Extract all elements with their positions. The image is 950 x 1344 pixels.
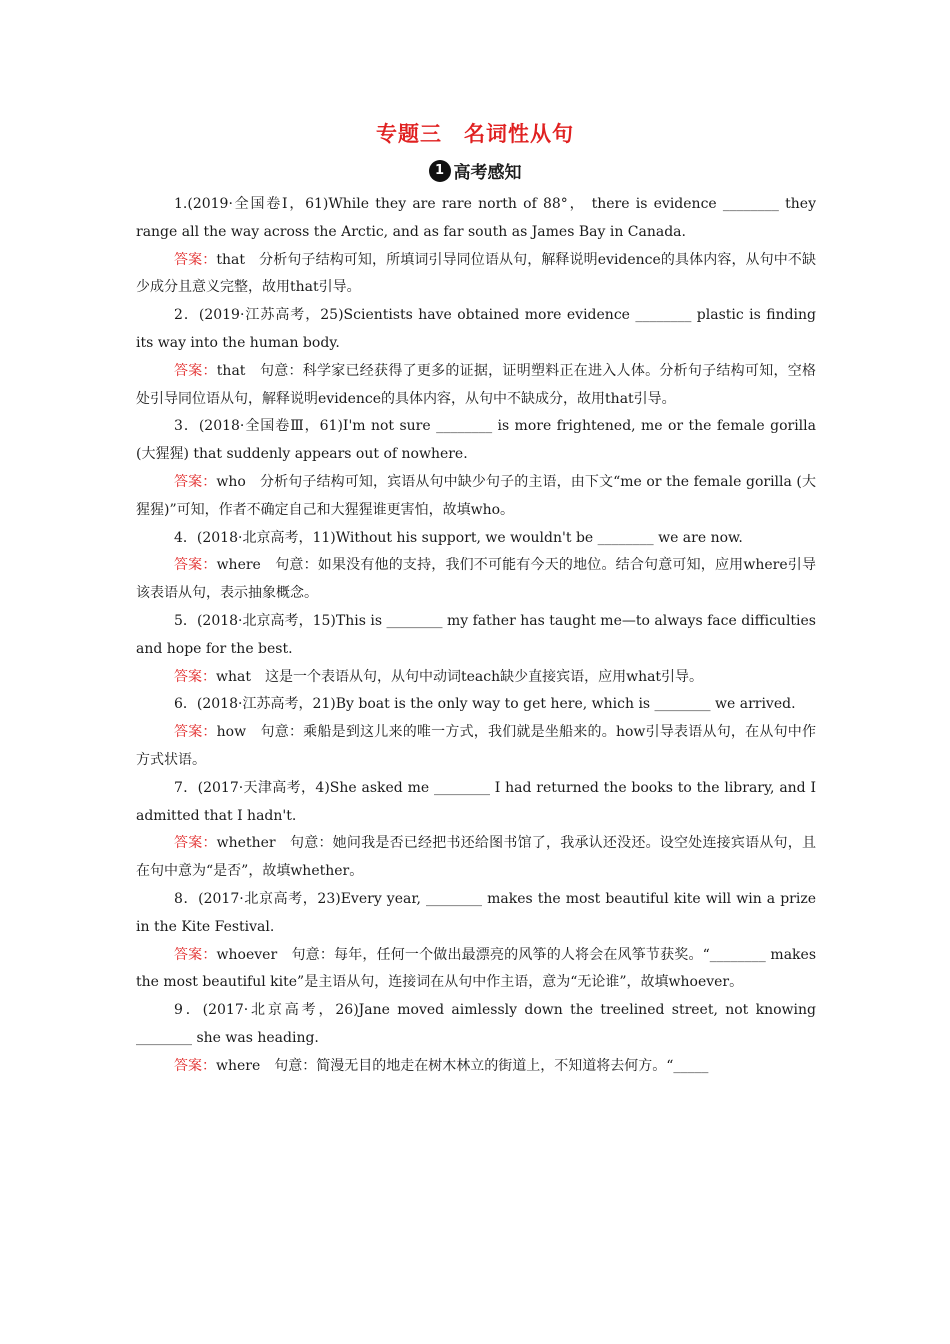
question-4: 4．(2018·北京高考，11)Without his support, we wouldn't be ________ we are now. — [174, 529, 743, 546]
question-1: 1.(2019·全国卷Ⅰ，61)While they are rare north of 88°， there is evidence ________ they range all the way across the Arctic, and as far south as James Bay in Canada. — [136, 196, 816, 240]
question-3: 3．(2018·全国卷Ⅲ，61)I'm not sure ________ is more frightened, me or the female gorilla (大猩猩) that suddenly appears out of nowhere. — [136, 418, 816, 463]
answer-label: 答案： — [174, 473, 217, 490]
answer-3 — [136, 469, 816, 525]
answer-text: where 句意：如果没有他的支持，我们不可能有今天的地位。结合句意可知，应用where引导该表语从句，表示抽象概念。 — [136, 557, 816, 602]
answer-4 — [136, 552, 816, 608]
answer-1 — [136, 247, 816, 303]
answer-label: 答案： — [174, 251, 217, 268]
answer-9 — [136, 1053, 816, 1081]
answer-label: 答案： — [174, 668, 216, 685]
answer-label: 答案： — [174, 557, 217, 574]
section-number-badge: 1 — [429, 160, 451, 182]
question-8: 8．(2017·北京高考，23)Every year, ________ makes the most beautiful kite will win a prize in the Kite Festival. — [136, 890, 816, 935]
answer-text: how 句意：乘船是到这儿来的唯一方式，我们就是坐船来的。how引导表语从句，在从句中作方式状语。 — [136, 724, 816, 768]
answer-label: 答案： — [174, 724, 217, 741]
question-9: 9．(2017·北京高考，26)Jane moved aimlessly down the treelined street, not knowing ________ she was heading. — [136, 1002, 816, 1046]
answer-label: 答案： — [174, 362, 217, 379]
answer-text: who 分析句子结构可知，宾语从句中缺少句子的主语，由下文“me or the female gorilla (大猩猩)”可知，作者不确定自己和大猩猩谁更害怕，故填who。 — [136, 473, 817, 518]
answer-text: what 这是一个表语从句，从句中动词teach缺少直接宾语，应用what引导。 — [216, 668, 704, 685]
answer-label: 答案： — [174, 1057, 216, 1074]
question-list — [136, 191, 816, 1081]
answer-text: where 句意：简漫无目的地走在树木林立的街道上，不知道将去何方。“_____ — [216, 1057, 709, 1074]
page-title: 专题三 名词性从句 — [376, 122, 574, 146]
answer-5 — [136, 664, 816, 692]
answer-label: 答案： — [174, 835, 217, 852]
answer-text: whoever 句意：每年，任何一个做出最漂亮的风筝的人将会在风筝节获奖。“________ makes the most beautiful kite”是主语从句，连接词在从句中作主语，意为“无论谁”，故填whoever。 — [136, 946, 816, 991]
answer-text: that 分析句子结构可知，所填词引导同位语从句，解释说明evidence的具体内容，从句中不缺少成分且意义完整，故用that引导。 — [136, 251, 816, 296]
answer-6 — [136, 719, 816, 775]
answer-8 — [136, 942, 816, 998]
answer-2 — [136, 358, 816, 414]
question-7: 7．(2017·天津高考，4)She asked me ________ I had returned the books to the library, and I admitted that I hadn't. — [136, 779, 816, 824]
answer-text: whether 句意：她问我是否已经把书还给图书馆了，我承认还没还。设空处连接宾语从句，且在句中意为“是否”，故填whether。 — [136, 835, 817, 880]
question-5: 5．(2018·北京高考，15)This is ________ my father has taught me—to always face difficulties and hope for the best. — [136, 612, 816, 657]
answer-7 — [136, 830, 816, 886]
section-header — [0, 158, 950, 183]
question-6: 6．(2018·江苏高考，21)By boat is the only way to get here, which is ________ we arrived. — [174, 696, 796, 713]
question-2: 2．(2019·江苏高考，25)Scientists have obtained more evidence ________ plastic is finding its way into the human body. — [136, 307, 816, 351]
section-label: 高考感知 — [453, 163, 522, 183]
answer-label: 答案： — [174, 946, 217, 963]
answer-text: that 句意：科学家已经获得了更多的证据，证明塑料正在进入人体。分析句子结构可知，空格处引导同位语从句，解释说明evidence的具体内容，从句中不缺成分，故用that引导。 — [136, 362, 816, 407]
